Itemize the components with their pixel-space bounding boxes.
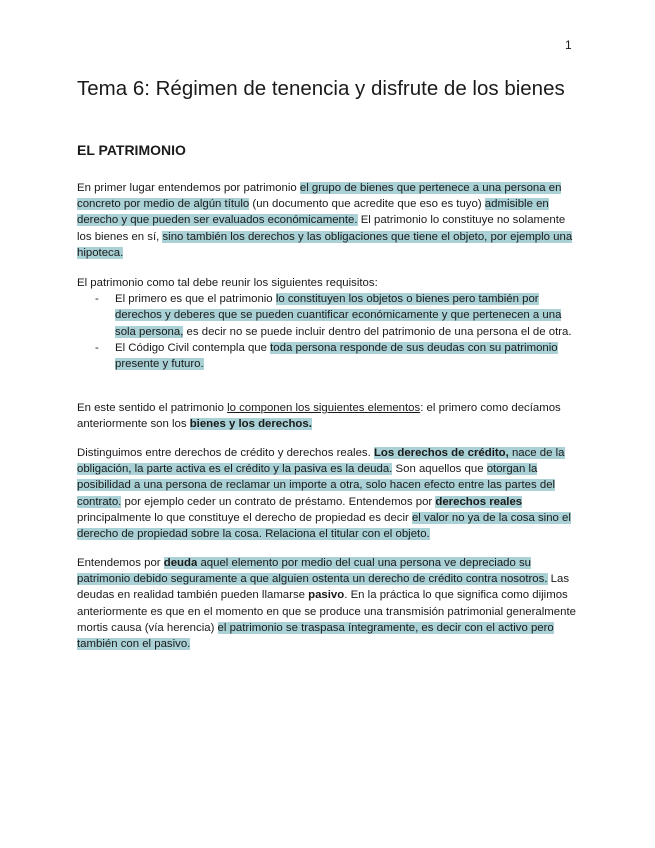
text-run: En este sentido el patrimonio: [77, 402, 228, 414]
bold-text: pasivo: [308, 589, 345, 602]
highlighted-text: aquel elemento por medio del cual una persona ve depreciado su patrimonio debido seguramente a que alguien ostenta un derecho de crédito contra nosotros.: [77, 557, 548, 586]
text-run: por ejemplo ceder un contrato de préstamo. Entendemos por: [121, 495, 436, 508]
list-item: [77, 291, 578, 340]
highlighted-text: lo constituyen los objetos o bienes pero también por derechos y deberes que se pueden cuantificar económicamente y que pertenecen a una sola persona,: [115, 293, 562, 338]
highlighted-text: sino también los derechos y las obligaciones que tiene el objeto, por ejemplo una hipoteca.: [77, 230, 573, 259]
section-title: EL PATRIMONIO: [77, 142, 186, 158]
text-run: El Código Civil contempla que: [115, 341, 271, 354]
paragraph-rights: [77, 445, 578, 542]
requirements-intro: El patrimonio como tal debe reunir los siguientes requisitos:: [77, 277, 378, 289]
document-title: Tema 6: Régimen de tenencia y disfrute de los bienes: [77, 77, 565, 100]
text-run: En primer lugar entendemos por patrimonio: [77, 182, 300, 194]
text-run: El patrimonio lo constituye no solamente los bienes en sí,: [77, 214, 566, 243]
highlighted-text: bienes y los derechos.: [189, 418, 312, 431]
text-run: es decir no se puede incluir dentro del patrimonio de una persona el de otra.: [183, 325, 572, 338]
highlighted-text: el valor no ya de la cosa sino el derecho de propiedad sobre la cosa. Relaciona el titular con el objeto.: [77, 511, 571, 541]
highlighted-text: nace de la obligación, la parte activa es el crédito y la pasiva es la deuda.: [77, 447, 565, 476]
text-run: : el primero como decíamos anteriormente son los: [77, 402, 561, 431]
text-run: Son aquellos que: [392, 463, 487, 476]
text-run: El primero es que el patrimonio: [115, 293, 276, 306]
text-run: (un documento que acredite que eso es tuyo): [249, 198, 485, 211]
highlighted-text: el grupo de bienes que pertenece a una persona en concreto por medio de algún título: [77, 182, 562, 211]
highlighted-text: otorgan la posibilidad a una persona de reclamar un importe a otra, solo hacen efecto entre las partes del contrato.: [77, 463, 556, 508]
paragraph-definition: [77, 180, 578, 261]
highlighted-text: Los derechos de crédito,: [373, 447, 509, 459]
list-item: [77, 340, 578, 372]
highlighted-text: deuda: [163, 557, 198, 569]
text-run: Entendemos por: [77, 557, 164, 569]
paragraph-debt: [77, 555, 578, 652]
text-run: . En la práctica lo que significa como dijimos anteriormente es que en el momento en que se produce una transmisión patrimonial generalmente mortis causa (vía herencia): [77, 589, 576, 634]
requirements-list: [77, 291, 578, 372]
text-run: Distinguimos entre derechos de crédito y derechos reales.: [77, 447, 374, 459]
paragraph-elements: [77, 400, 578, 432]
paragraph-requirements: [77, 275, 578, 372]
page-number: 1: [565, 38, 572, 52]
text-run: principalmente lo que constituye el derecho de propiedad es decir: [77, 511, 412, 524]
highlighted-text: derechos reales: [435, 495, 523, 508]
highlighted-text: admisible en derecho y que pueden ser evaluados económicamente.: [77, 198, 549, 227]
highlighted-text: toda persona responde de sus deudas con su patrimonio presente y futuro.: [115, 341, 558, 371]
text-run: Las deudas en realidad también pueden llamarse: [77, 573, 570, 602]
highlighted-text: el patrimonio se traspasa íntegramente, es decir con el activo pero también con el pasivo.: [77, 621, 554, 651]
underlined-text: lo componen los siguientes elementos: [227, 402, 421, 414]
